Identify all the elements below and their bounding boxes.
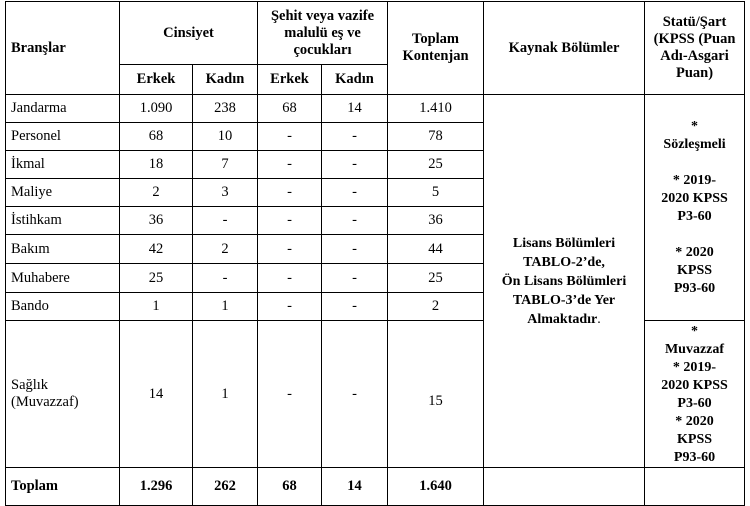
brans-cell: Sağlık (Muvazzaf) — [6, 321, 120, 468]
total-label: Toplam — [6, 468, 120, 506]
erkek-cell: 14 — [120, 321, 193, 468]
brans-cell: Maliye — [6, 179, 120, 207]
sehit-erkek-cell: - — [258, 123, 322, 151]
header-cinsiyet: Cinsiyet — [120, 2, 258, 65]
kadin-cell: 10 — [193, 123, 258, 151]
erkek-cell: 25 — [120, 264, 193, 293]
erkek-cell: 2 — [120, 179, 193, 207]
total-kadin: 262 — [193, 468, 258, 506]
header-sehit-erkek: Erkek — [258, 65, 322, 95]
kadin-cell: 238 — [193, 95, 258, 123]
sehit-kadin-cell: - — [322, 207, 388, 235]
toplam-cell: 5 — [388, 179, 484, 207]
brans-cell: Bando — [6, 293, 120, 321]
erkek-cell: 42 — [120, 235, 193, 264]
sehit-kadin-cell: - — [322, 321, 388, 468]
toplam-cell: 78 — [388, 123, 484, 151]
total-sehit-kadin: 14 — [322, 468, 388, 506]
sehit-erkek-cell: - — [258, 179, 322, 207]
header-branslar: Branşlar — [6, 2, 120, 95]
header-sehit-kadin: Kadın — [322, 65, 388, 95]
sehit-kadin-cell: - — [322, 235, 388, 264]
kadin-cell: 1 — [193, 321, 258, 468]
kaynak-text: Lisans Bölümleri TABLO-2’de, Ön Lisans Bölümleri TABLO-3’de Yer Almaktadır — [501, 235, 627, 327]
erkek-cell: 36 — [120, 207, 193, 235]
brans-cell: İstihkam — [6, 207, 120, 235]
erkek-cell: 18 — [120, 151, 193, 179]
brans-cell: Personel — [6, 123, 120, 151]
header-toplam-kontenjan: Toplam Kontenjan — [388, 2, 484, 95]
table-row — [6, 95, 745, 123]
kadin-cell: 7 — [193, 151, 258, 179]
total-statu-empty — [645, 468, 745, 506]
brans-cell: Jandarma — [6, 95, 120, 123]
sehit-erkek-cell: - — [258, 321, 322, 468]
total-kaynak-empty — [484, 468, 645, 506]
sehit-kadin-cell: - — [322, 123, 388, 151]
toplam-cell: 2 — [388, 293, 484, 321]
kadin-cell: 3 — [193, 179, 258, 207]
sehit-erkek-cell: - — [258, 207, 322, 235]
sehit-erkek-cell: - — [258, 293, 322, 321]
sehit-erkek-cell: - — [258, 151, 322, 179]
brans-cell: Bakım — [6, 235, 120, 264]
total-row — [6, 468, 745, 506]
total-toplam: 1.640 — [388, 468, 484, 506]
sehit-kadin-cell: - — [322, 293, 388, 321]
header-statu: Statü/Şart (KPSS (Puan Adı-Asgari Puan) — [645, 2, 745, 95]
brans-cell: İkmal — [6, 151, 120, 179]
kadin-cell: - — [193, 207, 258, 235]
erkek-cell: 1 — [120, 293, 193, 321]
toplam-cell: 25 — [388, 151, 484, 179]
toplam-cell: 25 — [388, 264, 484, 293]
sehit-erkek-cell: - — [258, 264, 322, 293]
toplam-cell: 15 — [388, 321, 484, 468]
kadin-cell: 1 — [193, 293, 258, 321]
kadin-cell: - — [193, 264, 258, 293]
header-kaynak-bolumler: Kaynak Bölümler — [484, 2, 645, 95]
erkek-cell: 68 — [120, 123, 193, 151]
sehit-erkek-cell: 68 — [258, 95, 322, 123]
sehit-kadin-cell: - — [322, 151, 388, 179]
total-erkek: 1.296 — [120, 468, 193, 506]
toplam-cell: 44 — [388, 235, 484, 264]
toplam-cell: 1.410 — [388, 95, 484, 123]
header-kadin: Kadın — [193, 65, 258, 95]
kaynak-tail: . — [597, 311, 601, 327]
erkek-cell: 1.090 — [120, 95, 193, 123]
kadin-cell: 2 — [193, 235, 258, 264]
header-sehit: Şehit veya vazife malulü eş ve çocukları — [258, 2, 388, 65]
sehit-kadin-cell: - — [322, 179, 388, 207]
kontenjan-table — [5, 1, 745, 506]
statu-muvazzaf-cell: * Muvazzaf * 2019- 2020 KPSS P3-60 * 2020 KPSS P93-60 — [645, 321, 745, 468]
sehit-kadin-cell: - — [322, 264, 388, 293]
brans-cell: Muhabere — [6, 264, 120, 293]
total-sehit-erkek: 68 — [258, 468, 322, 506]
sehit-erkek-cell: - — [258, 235, 322, 264]
statu-sozlesmeli-cell: * Sözleşmeli * 2019- 2020 KPSS P3-60 * 2020 KPSS P93-60 — [645, 95, 745, 321]
sehit-kadin-cell: 14 — [322, 95, 388, 123]
header-erkek: Erkek — [120, 65, 193, 95]
toplam-cell: 36 — [388, 207, 484, 235]
kaynak-bolumler-cell — [484, 95, 645, 468]
